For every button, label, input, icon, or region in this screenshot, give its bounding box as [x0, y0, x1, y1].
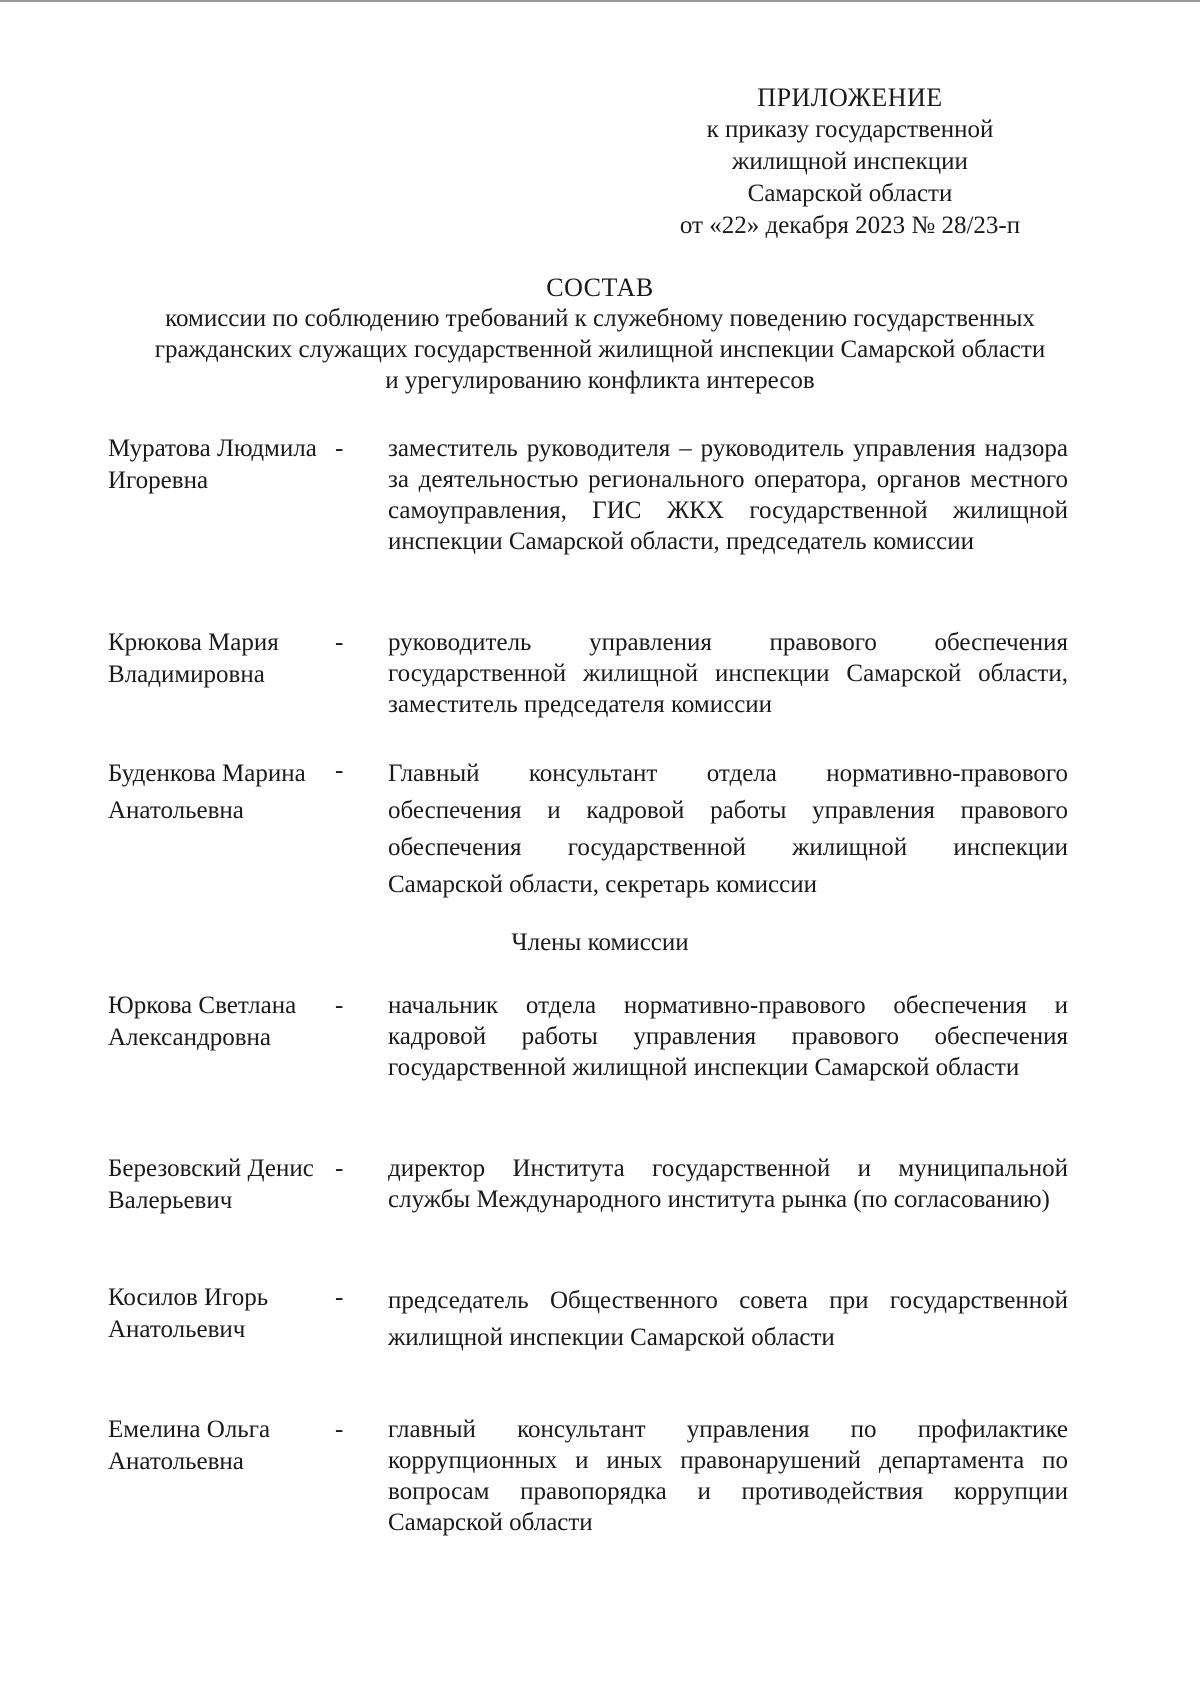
appendix-line: Самарской области [747, 180, 953, 207]
page-top-edge [0, 0, 1200, 2]
member-position: Главный консультант отдела нормативно-правового обеспечения и кадровой работы управления правового обеспечения государственной жилищной инспекции Самарской области, секретарь комиссии [388, 760, 1068, 898]
members-heading: Члены комиссии [511, 929, 689, 956]
entry-dash: - [335, 757, 344, 784]
title-line: и урегулированию конфликта интересов [385, 367, 815, 394]
member-name: Емелина Ольга Анатольевна [108, 1416, 271, 1475]
member-name: Крюкова Мария Владимировна [108, 629, 279, 688]
entry-dash: - [335, 992, 344, 1019]
appendix-order-date: от «22» декабря 2023 № 28/23-п [679, 212, 1021, 239]
appendix-header [640, 82, 1060, 242]
entry-dash: - [335, 1155, 344, 1182]
member-name: Березовский Денис Валерьевич [108, 1155, 314, 1214]
appendix-heading: ПРИЛОЖЕНИЕ [757, 83, 943, 112]
member-position: начальник отдела нормативно-правового обеспечения и кадровой работы управления правового обеспечения государственной жилищной инспекции Самарской области [388, 992, 1068, 1081]
member-position: председатель Общественного совета при государственной жилищной инспекции Самарской области [388, 1287, 1068, 1351]
member-name: Буденкова Марина Анатольевна [108, 760, 306, 824]
appendix-line: к приказу государственной [706, 116, 994, 143]
entry-dash: - [335, 1416, 344, 1443]
title-line: гражданских служащих государственной жилищной инспекции Самарской области [154, 336, 1046, 363]
member-name: Муратова Людмила Игоревна [108, 435, 317, 494]
member-position: заместитель руководителя – руководитель управления надзора за деятельностью регионального оператора, органов местного самоуправления, ГИС ЖКХ государственной жилищной инспекции Самарской области, председатель комиссии [388, 435, 1068, 555]
document-title [100, 272, 1100, 396]
member-name: Косилов Игорь Анатольевич [108, 1284, 269, 1343]
title-main: СОСТАВ [546, 273, 654, 302]
member-position: руководитель управления правового обеспечения государственной жилищной инспекции Самарской области, заместитель председателя комиссии [388, 629, 1068, 718]
entry-dash: - [335, 435, 344, 462]
appendix-line: жилищной инспекции [732, 148, 968, 175]
member-position: главный консультант управления по профилактике коррупционных и иных правонарушений департамента по вопросам правопорядка и противодействия коррупции Самарской области [388, 1416, 1068, 1536]
title-line: комиссии по соблюдению требований к служебному поведению государственных [165, 305, 1035, 332]
entry-dash: - [335, 1284, 344, 1311]
member-name: Юркова Светлана Александровна [108, 992, 297, 1051]
member-position: директор Института государственной и муниципальной службы Международного института рынка (по согласованию) [388, 1155, 1068, 1213]
entry-dash: - [335, 629, 344, 656]
